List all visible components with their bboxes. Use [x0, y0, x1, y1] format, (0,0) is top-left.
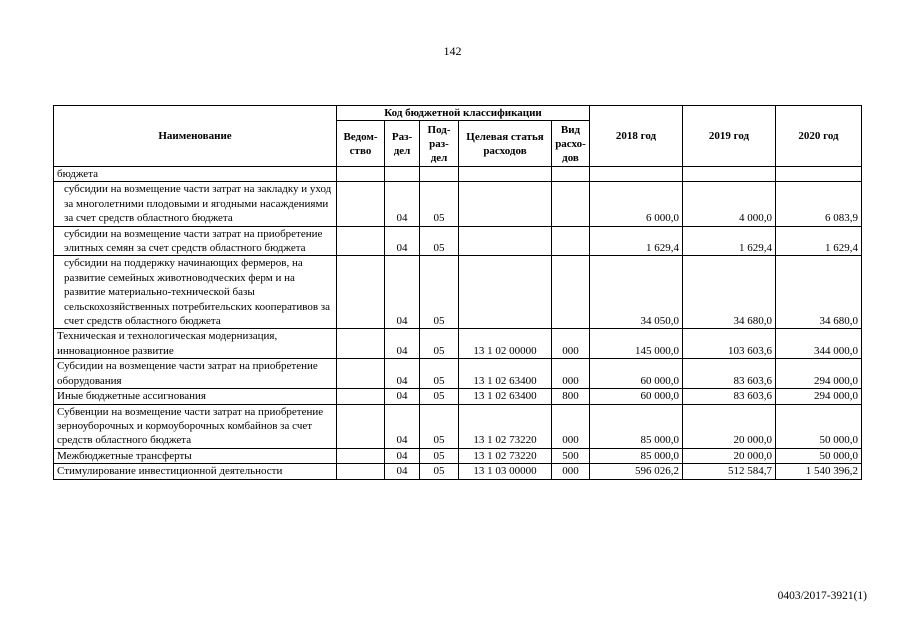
row-2020: 6 083,9 [776, 182, 862, 226]
row-rz [385, 167, 420, 182]
row-pr: 05 [420, 448, 459, 463]
row-ved [337, 182, 385, 226]
row-vr [552, 256, 590, 329]
row-rz: 04 [385, 404, 420, 448]
row-pr: 05 [420, 389, 459, 404]
row-rz: 04 [385, 389, 420, 404]
row-ved [337, 329, 385, 359]
row-pr: 05 [420, 182, 459, 226]
row-2018: 34 050,0 [590, 256, 683, 329]
row-2018: 85 000,0 [590, 448, 683, 463]
row-2019 [683, 167, 776, 182]
row-name: Субсидии на возмещение части затрат на приобретение оборудования [54, 359, 337, 389]
row-2019: 83 603,6 [683, 359, 776, 389]
row-name: бюджета [54, 167, 337, 182]
row-2020: 50 000,0 [776, 404, 862, 448]
header-2019: 2019 год [683, 106, 776, 167]
row-pr: 05 [420, 329, 459, 359]
table-row [54, 464, 862, 479]
header-podrazdel: Под-раз-дел [420, 121, 459, 167]
row-ved [337, 448, 385, 463]
row-vr: 800 [552, 389, 590, 404]
row-2018: 1 629,4 [590, 226, 683, 256]
table-row [54, 404, 862, 448]
row-rz: 04 [385, 256, 420, 329]
row-2020: 344 000,0 [776, 329, 862, 359]
row-vr: 000 [552, 404, 590, 448]
row-2018: 6 000,0 [590, 182, 683, 226]
row-ved [337, 404, 385, 448]
row-2019: 1 629,4 [683, 226, 776, 256]
row-ved [337, 464, 385, 479]
row-vr: 000 [552, 329, 590, 359]
row-2020 [776, 167, 862, 182]
row-name: Субвенции на возмещение части затрат на приобретение зерноуборочных и кормоуборочных комбайнов за счет средств областного бюджета [54, 404, 337, 448]
row-rz: 04 [385, 448, 420, 463]
row-pr: 05 [420, 226, 459, 256]
row-csr [459, 167, 552, 182]
row-2018: 145 000,0 [590, 329, 683, 359]
row-2018: 85 000,0 [590, 404, 683, 448]
row-2019: 20 000,0 [683, 448, 776, 463]
row-2020: 294 000,0 [776, 389, 862, 404]
row-vr [552, 182, 590, 226]
row-csr: 13 1 02 00000 [459, 329, 552, 359]
header-name: Наименование [54, 106, 337, 167]
row-2020: 34 680,0 [776, 256, 862, 329]
row-rz: 04 [385, 464, 420, 479]
table-row [54, 329, 862, 359]
table-row [54, 389, 862, 404]
header-vedomstvo: Ведом-ство [337, 121, 385, 167]
table-row [54, 359, 862, 389]
row-name: субсидии на возмещение части затрат на закладку и уход за многолетними плодовыми и ягодными насаждениями за счет средств областного бюджета [54, 182, 337, 226]
row-2020: 294 000,0 [776, 359, 862, 389]
document-code: 0403/2017-3921(1) [777, 590, 867, 602]
row-rz: 04 [385, 359, 420, 389]
row-vr [552, 226, 590, 256]
row-2019: 4 000,0 [683, 182, 776, 226]
row-2018: 60 000,0 [590, 359, 683, 389]
table-row [54, 448, 862, 463]
row-2018: 596 026,2 [590, 464, 683, 479]
row-2018: 60 000,0 [590, 389, 683, 404]
row-2020: 50 000,0 [776, 448, 862, 463]
header-2018: 2018 год [590, 106, 683, 167]
row-csr [459, 256, 552, 329]
row-csr: 13 1 02 73220 [459, 448, 552, 463]
header-kbk: Код бюджетной классификации [337, 106, 590, 121]
row-csr [459, 226, 552, 256]
row-rz: 04 [385, 226, 420, 256]
row-ved [337, 389, 385, 404]
row-name: Межбюджетные трансферты [54, 448, 337, 463]
row-vr: 000 [552, 359, 590, 389]
row-csr: 13 1 02 63400 [459, 359, 552, 389]
row-vr [552, 167, 590, 182]
row-ved [337, 256, 385, 329]
page-number: 142 [443, 44, 462, 58]
row-2019: 83 603,6 [683, 389, 776, 404]
row-name: субсидии на поддержку начинающих фермеров, на развитие семейных животноводческих ферм и на развитие материально-технической базы сельскохозяйственных потребительских кооперативов за счет средств областного бюджета [54, 256, 337, 329]
row-name: Техническая и технологическая модернизация, инновационное развитие [54, 329, 337, 359]
row-vr: 500 [552, 448, 590, 463]
header-2020: 2020 год [776, 106, 862, 167]
row-ved [337, 167, 385, 182]
header-csr: Целевая статья расходов [459, 121, 552, 167]
table-row [54, 182, 862, 226]
row-pr: 05 [420, 359, 459, 389]
row-2020: 1 629,4 [776, 226, 862, 256]
row-vr: 000 [552, 464, 590, 479]
row-2019: 512 584,7 [683, 464, 776, 479]
table-row [54, 256, 862, 329]
row-ved [337, 359, 385, 389]
row-2019: 34 680,0 [683, 256, 776, 329]
row-csr: 13 1 02 73220 [459, 404, 552, 448]
row-2019: 20 000,0 [683, 404, 776, 448]
row-rz: 04 [385, 182, 420, 226]
header-vr: Вид расхо-дов [552, 121, 590, 167]
row-2018 [590, 167, 683, 182]
budget-table [53, 105, 862, 480]
row-name: Иные бюджетные ассигнования [54, 389, 337, 404]
row-csr [459, 182, 552, 226]
table-row [54, 167, 862, 182]
header-razdel: Раз-дел [385, 121, 420, 167]
row-csr: 13 1 02 63400 [459, 389, 552, 404]
row-csr: 13 1 03 00000 [459, 464, 552, 479]
row-name: субсидии на возмещение части затрат на приобретение элитных семян за счет средств областного бюджета [54, 226, 337, 256]
row-ved [337, 226, 385, 256]
row-pr: 05 [420, 464, 459, 479]
table-row [54, 226, 862, 256]
row-pr [420, 167, 459, 182]
row-pr: 05 [420, 404, 459, 448]
row-pr: 05 [420, 256, 459, 329]
row-rz: 04 [385, 329, 420, 359]
row-2019: 103 603,6 [683, 329, 776, 359]
row-2020: 1 540 396,2 [776, 464, 862, 479]
row-name: Стимулирование инвестиционной деятельности [54, 464, 337, 479]
